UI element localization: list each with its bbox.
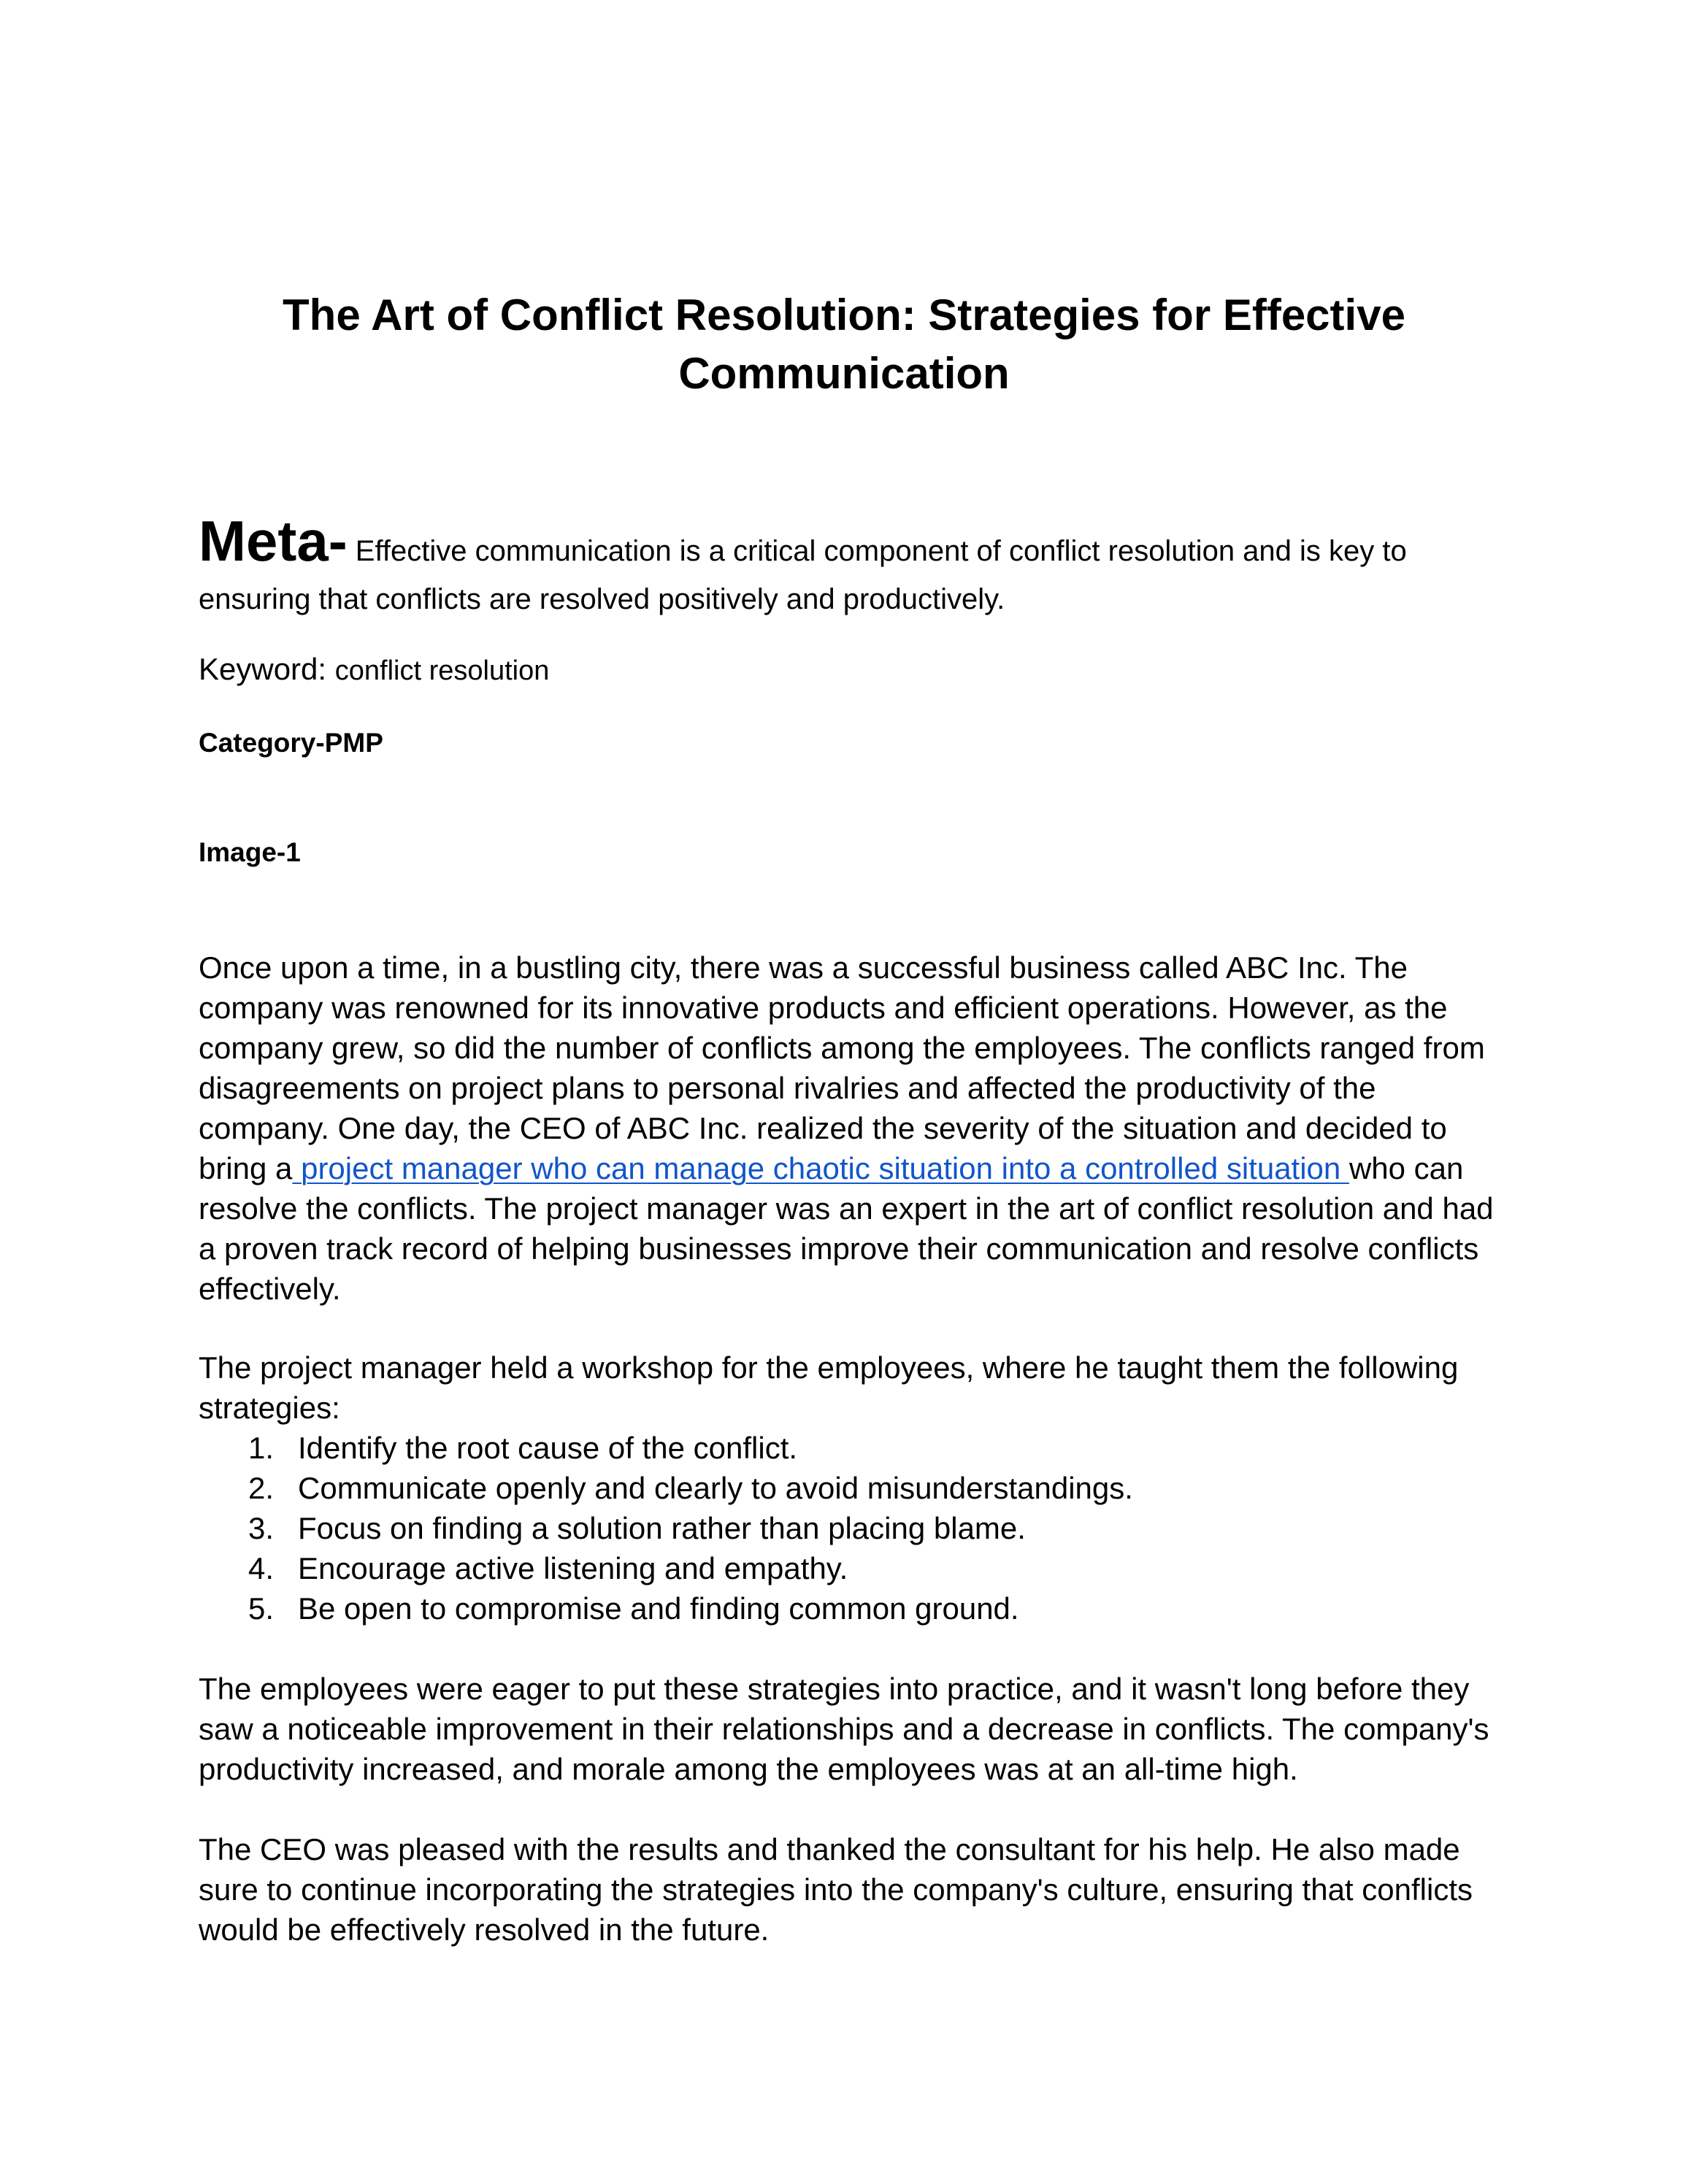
- story-paragraph-3: The employees were eager to put these strategies into practice, and it wasn't long before they saw a noticeable improvement in their relationships and a decrease in conflicts. The company's productivity increased, and morale among the employees was at an all-time high.: [199, 1672, 1489, 1786]
- list-item: [199, 1548, 1497, 1588]
- list-item-number: 3.: [248, 1511, 275, 1545]
- list-item-number: 2.: [248, 1471, 275, 1505]
- keyword-line: [199, 648, 1495, 692]
- keyword-label: Keyword:: [199, 652, 327, 686]
- list-item-text: Encourage active listening and empathy.: [298, 1551, 848, 1585]
- list-item-number: 4.: [248, 1551, 275, 1585]
- story-paragraph-1: [199, 947, 1497, 1309]
- strategies-list: [199, 1428, 1497, 1629]
- list-item: [199, 1588, 1497, 1629]
- keyword-value: conflict resolution: [334, 655, 550, 686]
- list-item-text: Communicate openly and clearly to avoid misunderstandings.: [298, 1471, 1133, 1505]
- list-item-number: 5.: [248, 1591, 275, 1626]
- category-label: Category-PMP: [199, 728, 383, 758]
- list-item: [199, 1508, 1497, 1548]
- image-label: Image-1: [199, 837, 301, 867]
- list-item-text: Focus on finding a solution rather than placing blame.: [298, 1511, 1026, 1545]
- story-paragraph-2: The project manager held a workshop for the employees, where he taught them the following strategies:: [199, 1350, 1459, 1425]
- document-title: The Art of Conflict Resolution: Strategies for Effective Communication: [283, 291, 1405, 398]
- list-item: [199, 1428, 1497, 1468]
- meta-description: [199, 509, 1495, 623]
- list-item-text: Identify the root cause of the conflict.: [298, 1431, 798, 1465]
- project-manager-link[interactable]: project manager who can manage chaotic situation into a controlled situation: [292, 1151, 1349, 1185]
- list-item-number: 1.: [248, 1431, 275, 1465]
- meta-label: Meta-: [199, 509, 348, 573]
- list-item-text: Be open to compromise and finding common ground.: [298, 1591, 1019, 1626]
- paragraph-1-text-after-link: who can resolve the conflicts. The project manager was an expert in the art of conflict resolution and had a proven track record of helping businesses improve their communication and resolve conflicts effectively.: [199, 1151, 1494, 1306]
- meta-text: Effective communication is a critical component of conflict resolution and is key to ensuring that conflicts are resolved positively and productively.: [199, 535, 1407, 615]
- list-item: [199, 1468, 1497, 1508]
- paragraph-1-text-before-link: Once upon a time, in a bustling city, there was a successful business called ABC Inc. The company was renowned for its innovative products and efficient operations. However, as the company grew, so did the number of conflicts among the employees. The conflicts ranged from disagreements on project plans to personal rivalries and affected the productivity of the company. One day, the CEO of ABC Inc. realized the severity of the situation and decided to bring a: [199, 950, 1485, 1185]
- story-paragraph-4: The CEO was pleased with the results and thanked the consultant for his help. He also made sure to continue incorporating the strategies into the company's culture, ensuring that conflicts would be effectively resolved in the future.: [199, 1832, 1473, 1947]
